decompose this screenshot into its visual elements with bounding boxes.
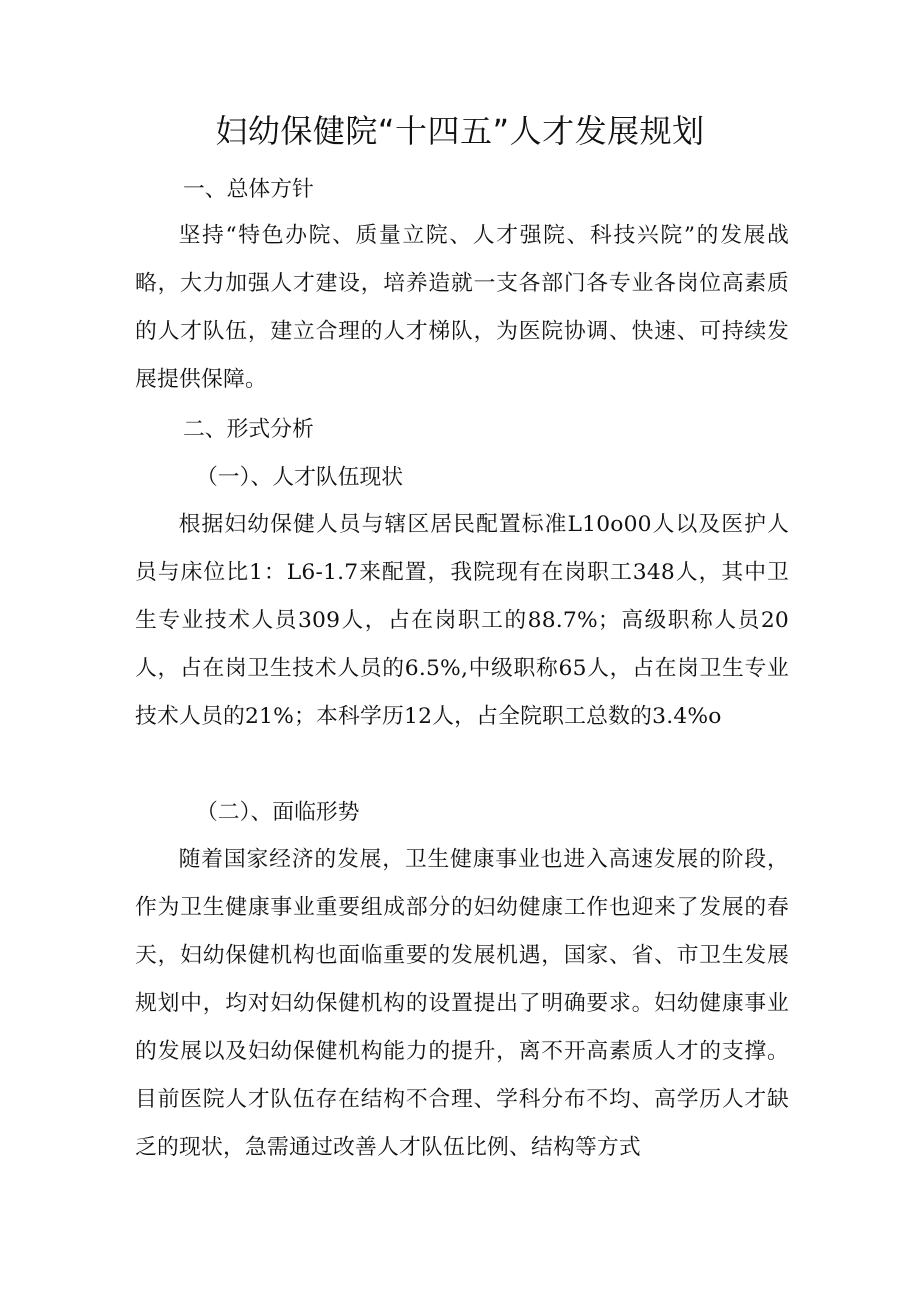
document-title: 妇幼保健院“十四五”人才发展规划 [215,112,705,150]
subsection1-heading: （一）、人才队伍现状 [196,465,404,490]
subsection2-paragraph: 随着国家经济的发展，卫生健康事业也进入高速发展的阶段，作为卫生健康事业重要组成部分的妇幼健康工作也迎来了发展的春天，妇幼保健机构也面临重要的发展机遇，国家、省、市卫生发展规划中，均对妇幼保健机构的设置提出了明确要求。妇幼健康事业的发展以及妇幼保健机构能力的提升，离不开高素质人才的支撑。目前医院人才队伍存在结构不合理、学科分布不均、高学历人才缺乏的现状，急需通过改善人才队伍比例、结构等方式 [135,847,789,1160]
section1-heading: 一、总体方针 [183,177,314,202]
subsection1-paragraph: 根据妇幼保健人员与辖区居民配置标准L10o00人以及医护人员与床位比1：L6-1.7来配置，我院现有在岗职工348人，其中卫生专业技术人员309人，占在岗职工的88.7%；高级职称人员20人，占在岗卫生技术人员的6.5%,中级职称65人，占在岗卫生专业技术人员的21%；本科学历12人，占全院职工总数的3.4%o [135,512,789,729]
subsection2-heading: （二）、面临形势 [196,800,360,825]
section2-heading: 二、形式分析 [183,417,314,442]
section1-paragraph: 坚持“特色办院、质量立院、人才强院、科技兴院”的发展战略，大力加强人才建设，培养造就一支各部门各专业各岗位高素质的人才队伍，建立合理的人才梯队，为医院协调、快速、可持续发展提供保障。 [135,223,789,392]
